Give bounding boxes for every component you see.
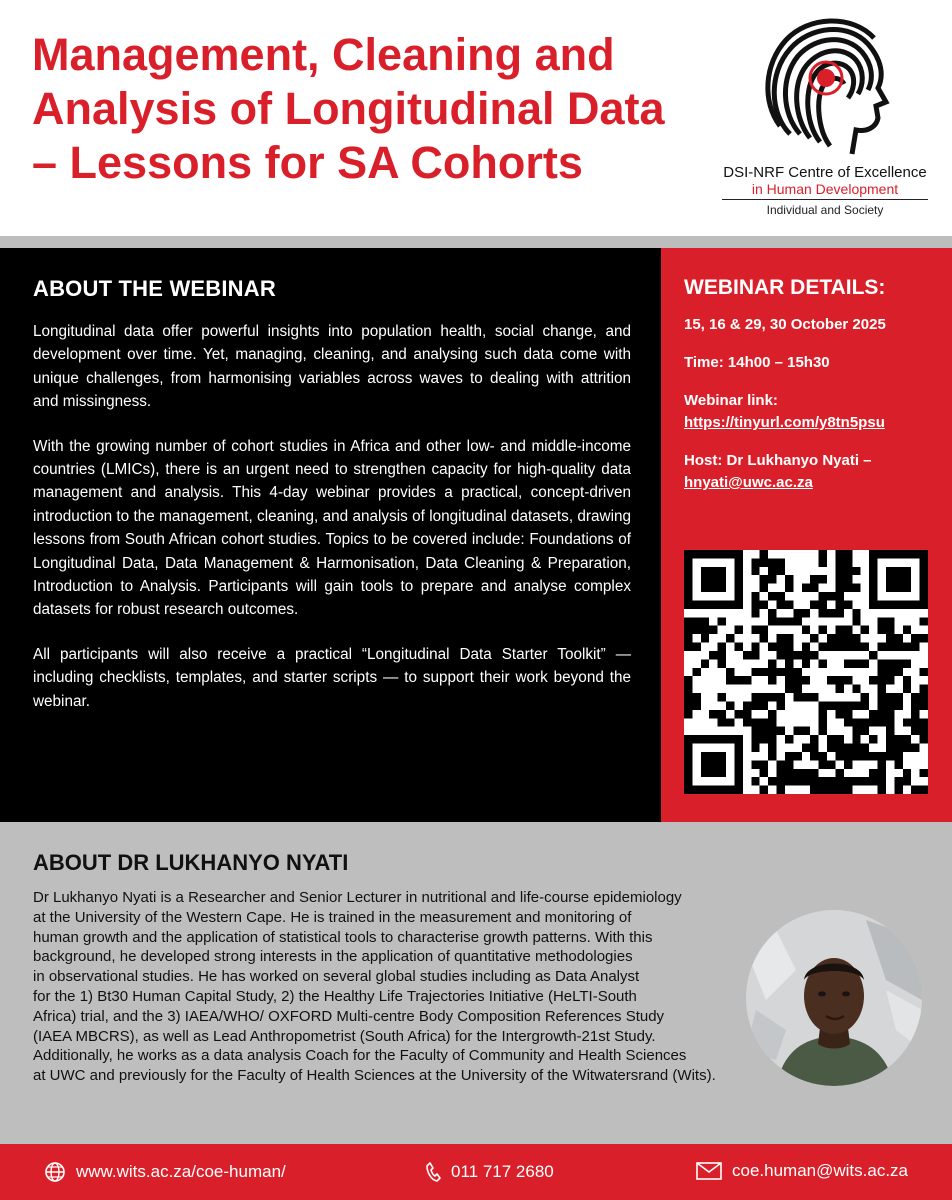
webinar-dates	[684, 314, 934, 336]
website-text: www.wits.ac.za/coe-human/	[76, 1162, 286, 1181]
webinar-details-section	[661, 248, 952, 822]
footer	[0, 1144, 952, 1200]
page-title	[32, 28, 712, 190]
phone-icon	[425, 1161, 441, 1183]
envelope-icon	[696, 1162, 722, 1180]
about-paragraph: All participants will also receive a practical “Longitudinal Data Starter Toolkit” — including checklists, templates, and starter scripts — to support their work beyond the webinar.	[33, 645, 631, 710]
globe-icon	[44, 1161, 66, 1183]
email-text: coe.human@wits.ac.za	[732, 1161, 909, 1180]
footer-email[interactable]	[696, 1161, 908, 1181]
link-label: Webinar link:	[684, 392, 778, 409]
bio-line: Additionally, he works as a data analysis Coach for the Faculty of Community and Health Sciences	[33, 1047, 687, 1065]
dates-text: 15, 16 & 29, 30 October 2025	[684, 316, 886, 333]
host-block	[684, 450, 934, 494]
phone-text: 011 717 2680	[451, 1162, 554, 1181]
bio-line: human growth and the application of statistical tools to characterise growth patterns. With this	[33, 928, 653, 946]
bio-line: Dr Lukhanyo Nyati is a Researcher and Senior Lecturer in nutritional and life-course epidemiology	[33, 889, 682, 906]
about-webinar-section	[0, 248, 661, 822]
host-text: Host: Dr Lukhanyo Nyati –	[684, 452, 872, 469]
header	[0, 0, 952, 236]
time-text: Time: 14h00 – 15h30	[684, 354, 830, 371]
webinar-link-block	[684, 390, 934, 434]
webinar-link[interactable]: https://tinyurl.com/y8tn5psu	[684, 414, 885, 431]
about-webinar-heading: ABOUT THE WEBINAR	[33, 276, 276, 301]
logo-line1: DSI-NRF Centre of Excellence	[723, 164, 927, 181]
fingerprint-head-icon	[760, 14, 890, 160]
bio-line: in observational studies. He has worked on several global studies including as Data Analyst	[33, 968, 640, 986]
about-paragraph: Longitudinal data offer powerful insights into population health, social change, and development over time. Yet, managing, cleaning, and analysing such data come with unique challenges, from harmonising variables across waves to dealing with attrition and missingness.	[33, 323, 631, 411]
logo-line3: Individual and Society	[766, 203, 884, 217]
speaker-photo	[746, 910, 922, 1086]
bio-line: for the 1) Bt30 Human Capital Study, 2) the Healthy Life Trajectories Initiative (HeLTI-South	[33, 987, 637, 1005]
logo-divider	[722, 199, 928, 200]
logo-line2: in Human Development	[751, 181, 899, 197]
bio-line: background, he developed strong interests in the application of quantitative methodologies	[33, 948, 633, 966]
webinar-details-heading: WEBINAR DETAILS:	[684, 276, 886, 299]
title-line: Management, Cleaning and	[32, 29, 615, 80]
title-line: Analysis of Longitudinal Data	[32, 83, 665, 134]
bio-text	[33, 888, 773, 1086]
bio-line: at UWC and previously for the Faculty of Health Sciences at the University of the Witwatersrand (Wits).	[33, 1067, 716, 1085]
bio-heading: ABOUT DR LUKHANYO NYATI	[33, 850, 349, 875]
host-email-link[interactable]: hnyati@uwc.ac.za	[684, 474, 813, 491]
footer-phone[interactable]	[425, 1161, 554, 1183]
footer-website[interactable]	[44, 1161, 286, 1183]
divider-strip	[0, 236, 952, 248]
bio-line: Africa) trial, and the 3) IAEA/WHO/ OXFORD Multi-centre Body Composition References Study	[33, 1007, 665, 1025]
bio-line: at the University of the Western Cape. He is trained in the measurement and monitoring of	[33, 908, 632, 926]
centre-logo	[718, 14, 932, 224]
qr-code-icon	[684, 550, 928, 794]
portrait-image	[746, 910, 922, 1086]
webinar-time	[684, 352, 934, 374]
about-paragraph: With the growing number of cohort studies in Africa and other low- and middle-income countries (LMICs), there is an urgent need to strengthen capacity for high-quality data management and analysis. This 4-day webinar provides a practical, concept-driven introduction to the management, cleaning, and analysis of longitudinal datasets, drawing lessons from South African cohort studies. Topics to be covered include: Foundations of Longitudinal Data, Data Management & Harmonisation, Data Cleaning & Preparation, Introduction to Analysis. Participants will gain tools to prepare and analyse complex datasets for robust research outcomes.	[33, 437, 631, 619]
qr-code[interactable]	[684, 550, 928, 794]
bio-line: (IAEA MBCRS), as well as Lead Anthropometrist (South Africa) for the Intergrowth-21st Study.	[33, 1027, 656, 1045]
title-line: – Lessons for SA Cohorts	[32, 137, 583, 188]
